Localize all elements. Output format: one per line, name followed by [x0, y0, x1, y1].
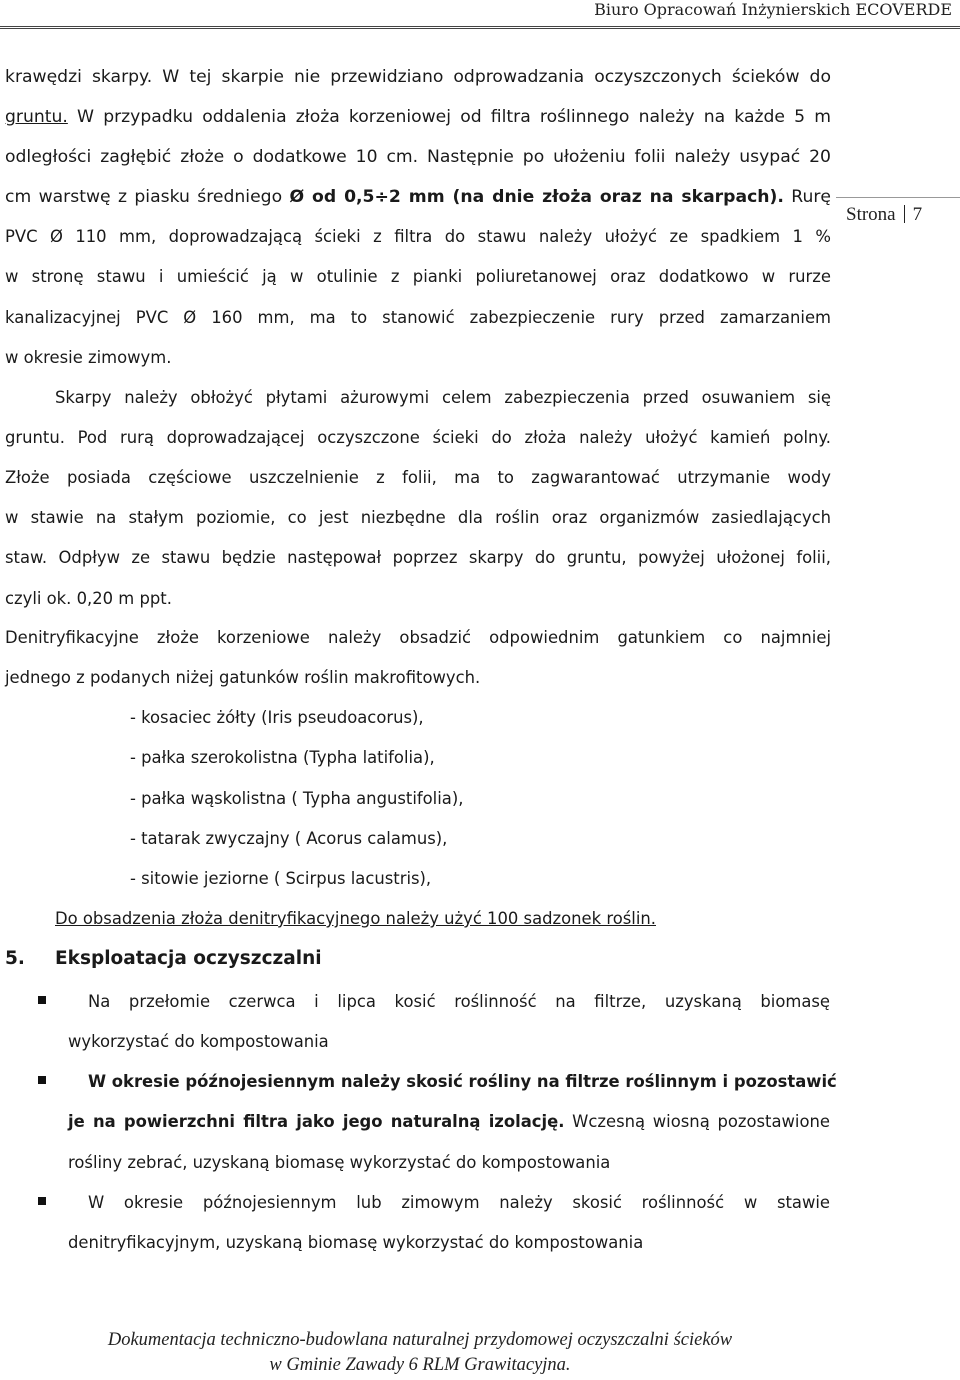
page-marker-rule	[836, 197, 960, 198]
page-marker	[846, 204, 922, 226]
section-number: 5.	[5, 948, 25, 969]
paragraph1-line3: odległości zagłębić złoże o dodatkowe 10 cm. Następnie po ułożeniu folii należy usypać 20	[5, 147, 831, 167]
paragraph3-line1: Denitryfikacyjne złoże korzeniowe należy obsadzić odpowiednim gatunkiem co najmniej	[5, 628, 831, 647]
bullet2-line2-rest: Wczesną wiosną pozostawione	[564, 1112, 830, 1131]
paragraph1-line7: kanalizacyjnej PVC Ø 160 mm, ma to stanowić zabezpieczenie rury przed zamarzaniem	[5, 308, 831, 327]
species-item: - kosaciec żółty (Iris pseudoacorus),	[130, 708, 424, 727]
paragraph1-line2	[5, 107, 831, 127]
bullet1-line1: Na przełomie czerwca i lipca kosić roślinność na filtrze, uzyskaną biomasę	[88, 992, 830, 1011]
paragraph1-line4-bold: Ø od 0,5÷2 mm (na dnie złoża oraz na skarpach).	[289, 187, 784, 207]
paragraph1-line1: krawędzi skarpy. W tej skarpie nie przewidziano odprowadzania oczyszczonych ścieków do	[5, 67, 831, 87]
bullet-square-icon	[38, 1197, 46, 1205]
paragraph2-line1: Skarpy należy obłożyć płytami ażurowymi celem zabezpieczenia przed osuwaniem się	[55, 388, 831, 407]
paragraph2-line2: gruntu. Pod rurą doprowadzającej oczyszczone ścieki do złoża należy ułożyć kamień polny.	[5, 428, 831, 447]
gruntu-underlined: gruntu.	[5, 107, 68, 127]
species-item: - tatarak zwyczajny ( Acorus calamus),	[130, 829, 448, 848]
paragraph1-line5: PVC Ø 110 mm, doprowadzającą ścieki z filtra do stawu należy ułożyć ze spadkiem 1 %	[5, 227, 831, 246]
paragraph2-line6: czyli ok. 0,20 m ppt.	[5, 589, 172, 608]
page-label: Strona	[846, 204, 896, 225]
footer-line2: w Gminie Zawady 6 RLM Grawitacyjna.	[269, 1355, 571, 1375]
page-marker-separator	[904, 205, 905, 223]
paragraph1-line4c: Rurę	[791, 187, 831, 207]
paragraph1-line2-rest: W przypadku oddalenia złoża korzeniowej od filtra roślinnego należy na każde 5 m	[67, 107, 831, 127]
bullet2-line3: rośliny zebrać, uzyskaną biomasę wykorzystać do kompostowania	[68, 1153, 611, 1172]
section-title: Eksploatacja oczyszczalni	[55, 948, 322, 969]
bullet-square-icon	[38, 1076, 46, 1084]
paragraph1-line8: w okresie zimowym.	[5, 348, 172, 367]
footer-line1: Dokumentacja techniczno-budowlana naturalnej przydomowej oczyszczalni ścieków	[107, 1330, 733, 1350]
bullet2-line2	[68, 1112, 830, 1132]
bullet-square-icon	[38, 996, 46, 1004]
planting-note: Do obsadzenia złoża denitryfikacyjnego należy użyć 100 sadzonek roślin.	[55, 909, 656, 928]
paragraph2-line3: Złoże posiada częściowe uszczelnienie z folii, ma to zagwarantować utrzymanie wody	[5, 468, 831, 487]
bullet2-line2-bold: je na powierzchni filtra jako jego naturalną izolację.	[68, 1112, 565, 1131]
species-item: - pałka wąskolistna ( Typha angustifolia),	[130, 789, 464, 808]
page-header: Biuro Opracowań Inżynierskich ECOVERDE	[594, 0, 952, 19]
bullet3-line2: denitryfikacyjnym, uzyskaną biomasę wykorzystać do kompostowania	[68, 1233, 644, 1252]
header-rule	[0, 26, 960, 29]
bullet3-line1: W okresie późnojesiennym lub zimowym należy skosić roślinność w stawie	[88, 1193, 830, 1212]
paragraph1-line4a: cm warstwę z piasku średniego	[5, 187, 283, 207]
paragraph3-line2: jednego z podanych niżej gatunków roślin makrofitowych.	[5, 668, 481, 687]
bullet2-line1: W okresie późnojesiennym należy skosić rośliny na filtrze roślinnym i pozostawić	[88, 1072, 837, 1091]
section-heading	[5, 948, 322, 969]
paragraph2-line5: staw. Odpływ ze stawu będzie następował poprzez skarpy do gruntu, powyżej ułożonej folii,	[5, 548, 831, 567]
paragraph1-line6: w stronę stawu i umieścić ją w otulinie z pianki poliuretanowej oraz dodatkowo w rurze	[5, 267, 831, 286]
paragraph1-line4	[5, 187, 831, 207]
paragraph2-line4: w stawie na stałym poziomie, co jest niezbędne dla roślin oraz organizmów zasiedlających	[5, 508, 831, 527]
page-number: 7	[912, 204, 923, 225]
species-item: - sitowie jeziorne ( Scirpus lacustris),	[130, 869, 432, 888]
species-item: - pałka szerokolistna (Typha latifolia),	[130, 748, 435, 767]
bullet1-line2: wykorzystać do kompostowania	[68, 1032, 329, 1051]
